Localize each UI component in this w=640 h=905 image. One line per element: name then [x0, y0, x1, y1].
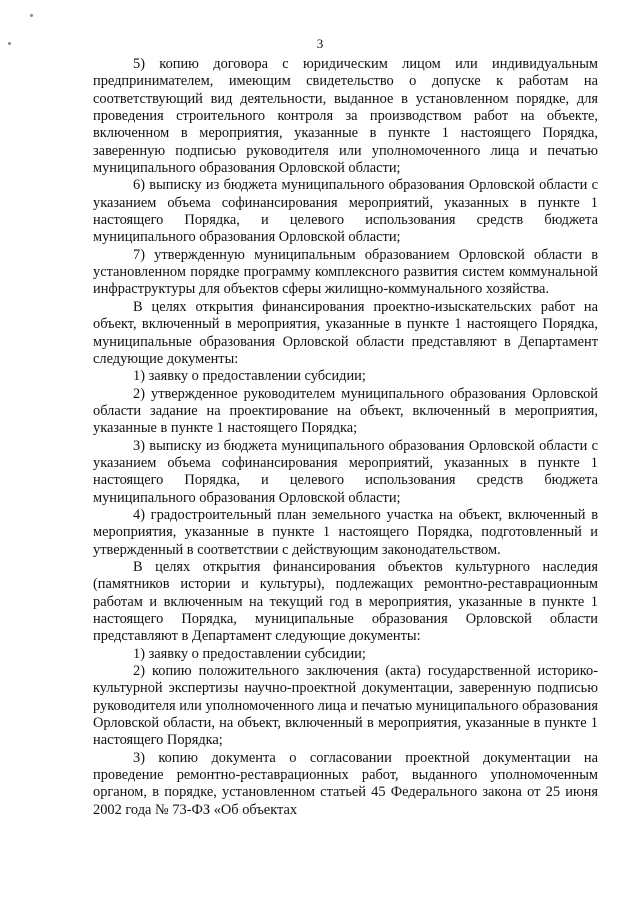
paragraph: 3) выписку из бюджета муниципального образования Орловской области с указанием объема софинансирования мероприятий, указанных в пункте 1 настоящего Порядка, и целевого использования средств бюджета муниципального образования Орловской области; — [93, 437, 598, 506]
paragraph: 1) заявку о предоставлении субсидии; — [133, 645, 366, 662]
paragraph: 6) выписку из бюджета муниципального образования Орловской области с указанием объема софинансирования мероприятий, указанных в пункте 1 настоящего Порядка, и целевого использования средств бюджета муниципального образования Орловской области; — [93, 177, 598, 246]
paragraph: В целях открытия финансирования объектов культурного наследия (памятников истории и культуры), подлежащих ремонтно-реставрационным работам и включенным на текущий год в мероприятия, указанные в пункте 1 настоящего Порядка, муниципальные образования Орловской области представляют в Департамент следующие документы: — [93, 558, 598, 645]
paragraph: 7) утвержденную муниципальным образованием Орловской области в установленном порядке программу комплексного развития систем коммунальной инфраструктуры для объектов сферы жилищно-коммунального хозяйства. — [93, 246, 598, 298]
paragraph: 5) копию договора с юридическим лицом или индивидуальным предпринимателем, имеющим свидетельство о допуске к работам на соответствующий вид деятельности, выданное в установленном порядке, для проведения строительного контроля за производством работ на объекте, включенном в мероприятия, указанные в пункте 1 настоящего Порядка, заверенную подписью руководителя или уполномоченного лица и печатью муниципального образования Орловской области; — [93, 56, 598, 177]
paragraph: 3) копию документа о согласовании проектной документации на проведение ремонтно-реставрационных работ, выданного уполномоченным органом, в порядке, установленном статьей 45 Федерального закона от 25 июня 2002 года № 73-ФЗ «Об объектах — [93, 749, 598, 818]
scan-speck — [30, 14, 33, 17]
paragraph: 2) копию положительного заключения (акта) государственной историко-культурной экспертизы научно-проектной документации, заверенную подписью руководителя или уполномоченного лица и печатью муниципального образования Орловской области, на объект, включенный в мероприятия, указанные в пункте 1 настоящего Порядка; — [93, 663, 598, 749]
paragraph: В целях открытия финансирования проектно-изыскательских работ на объект, включенный в мероприятия, указанные в пункте 1 настоящего Порядка, муниципальные образования Орловской области представляют в Департамент следующие документы: — [93, 298, 598, 367]
paragraph: 1) заявку о предоставлении субсидии; — [133, 368, 366, 385]
paragraph: 2) утвержденное руководителем муниципального образования Орловской области задание на проектирование на объект, включенный в мероприятия, указанные в пункте 1 настоящего Порядка; — [93, 385, 598, 437]
paragraph: 4) градостроительный план земельного участка на объект, включенный в мероприятия, указанные в пункте 1 настоящего Порядка, подготовленный и утвержденный в соответствии с действующим законодательством. — [93, 506, 598, 558]
page-number: 3 — [316, 36, 324, 51]
document-body — [93, 56, 598, 819]
